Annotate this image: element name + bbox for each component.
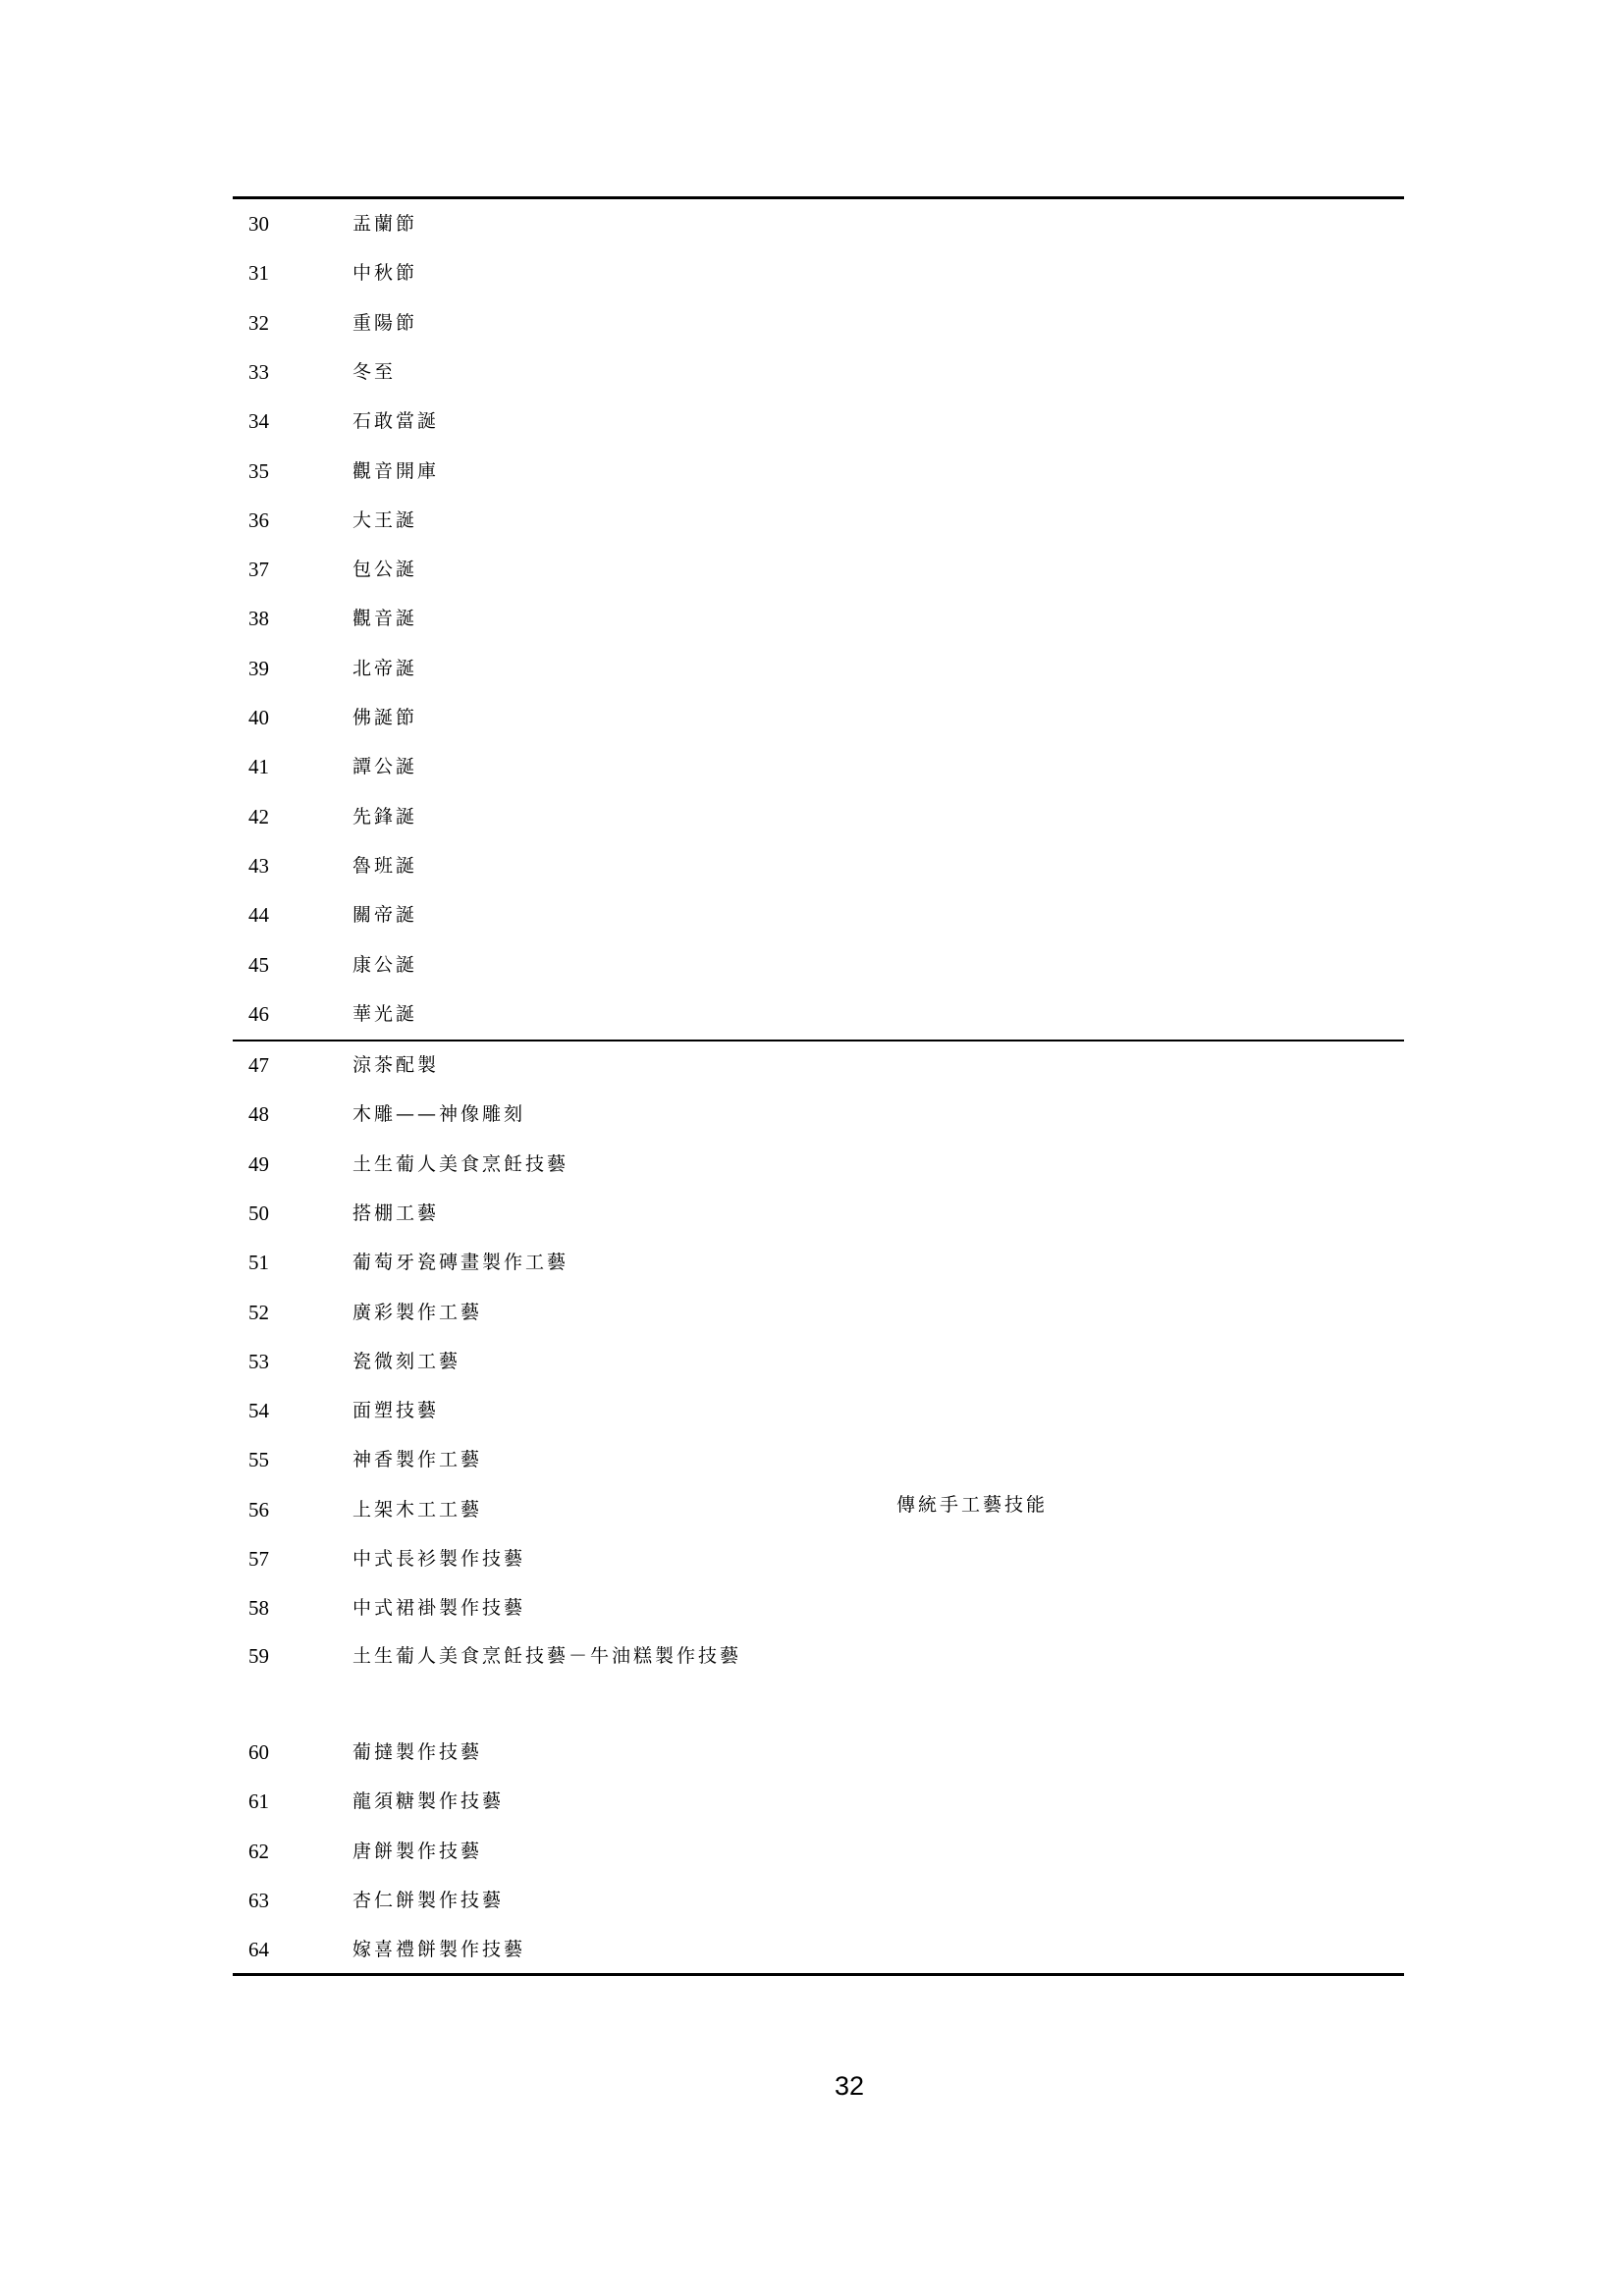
row-item-name: 重陽節 [352, 311, 418, 334]
table-row [233, 1435, 1404, 1484]
row-number: 35 [248, 458, 269, 483]
table-row [233, 347, 1404, 397]
table-row [233, 545, 1404, 594]
row-item-name: 魯班誕 [352, 854, 418, 877]
row-number: 52 [248, 1300, 269, 1324]
table-row [233, 792, 1404, 841]
row-item-name: 北帝誕 [352, 657, 418, 679]
table-row [233, 397, 1404, 446]
table-row [233, 447, 1404, 496]
table-row [233, 1925, 1404, 1974]
row-item-name: 涼茶配製 [352, 1054, 440, 1076]
table-row [233, 594, 1404, 643]
row-number: 40 [248, 706, 269, 729]
row-number: 38 [248, 607, 269, 631]
row-item-name: 葡萄牙瓷磚畫製作工藝 [352, 1252, 569, 1274]
row-item-name: 石敢當誕 [352, 410, 440, 433]
table-row [233, 1337, 1404, 1386]
table-row [233, 298, 1404, 347]
table-row [233, 890, 1404, 939]
table-bottom-rule [233, 1973, 1404, 1976]
table-row [233, 1288, 1404, 1337]
row-item-name: 中式長衫製作技藝 [352, 1548, 526, 1570]
row-item-name: 神香製作工藝 [352, 1449, 483, 1471]
row-number: 48 [248, 1102, 269, 1127]
table-row [233, 1631, 1404, 1681]
table-row [233, 989, 1404, 1039]
row-number: 60 [248, 1740, 269, 1764]
row-item-name: 華光誕 [352, 1002, 418, 1025]
row-number: 53 [248, 1349, 269, 1373]
table-row [233, 1189, 1404, 1238]
row-number: 59 [248, 1644, 269, 1668]
row-item-name: 佛誕節 [352, 707, 418, 728]
row-item-name: 關帝誕 [352, 904, 418, 927]
table-row [233, 1728, 1404, 1777]
row-number: 34 [248, 409, 269, 434]
row-number: 42 [248, 804, 269, 828]
table-row [233, 496, 1404, 545]
row-number: 57 [248, 1547, 269, 1571]
row-number: 41 [248, 755, 269, 779]
table-row [233, 1238, 1404, 1287]
row-item-name: 龍須糖製作技藝 [352, 1790, 505, 1813]
row-number: 30 [248, 212, 269, 236]
row-item-name: 盂蘭節 [352, 213, 418, 235]
row-item-name: 木雕——神像雕刻 [352, 1103, 526, 1126]
table-row [233, 1876, 1404, 1925]
table-row [233, 248, 1404, 297]
row-item-name: 冬至 [352, 360, 397, 383]
row-number: 50 [248, 1201, 269, 1225]
table-row [233, 742, 1404, 791]
row-item-name: 康公誕 [352, 953, 418, 976]
row-item-name: 面塑技藝 [352, 1400, 440, 1422]
row-number: 39 [248, 656, 269, 680]
table-row [233, 1777, 1404, 1826]
table-row [233, 693, 1404, 742]
table-row [233, 644, 1404, 693]
row-number: 43 [248, 853, 269, 878]
row-item-name: 譚公誕 [352, 756, 418, 778]
table-row [233, 1583, 1404, 1632]
row-item-name: 觀音開庫 [352, 459, 440, 482]
table-row [233, 1485, 1404, 1534]
row-number: 36 [248, 507, 269, 532]
row-number: 55 [248, 1448, 269, 1472]
row-item-name: 土生葡人美食烹飪技藝－牛油糕製作技藝 [352, 1645, 742, 1667]
row-number: 31 [248, 261, 269, 286]
row-item-name: 杏仁餅製作技藝 [352, 1889, 505, 1911]
row-item-name: 土生葡人美食烹飪技藝 [352, 1152, 569, 1175]
row-number: 62 [248, 1839, 269, 1863]
row-item-name: 唐餅製作技藝 [352, 1840, 483, 1862]
row-item-name: 葡撻製作技藝 [352, 1741, 483, 1763]
row-number: 33 [248, 359, 269, 384]
row-number: 47 [248, 1053, 269, 1077]
row-item-name: 上架木工工藝 [352, 1498, 483, 1521]
row-number: 56 [248, 1497, 269, 1522]
row-number: 44 [248, 903, 269, 928]
table-row [233, 1827, 1404, 1876]
row-number: 58 [248, 1596, 269, 1621]
table-row [233, 199, 1404, 248]
row-item-name: 嫁喜禮餅製作技藝 [352, 1939, 526, 1961]
row-item-name: 中秋節 [352, 262, 418, 285]
row-number: 45 [248, 952, 269, 977]
table-row [233, 1140, 1404, 1189]
table-row [233, 1090, 1404, 1139]
row-item-name: 先鋒誕 [352, 805, 418, 828]
table-row [233, 841, 1404, 890]
row-number: 46 [248, 1001, 269, 1026]
row-item-name: 觀音誕 [352, 608, 418, 630]
table-row [233, 940, 1404, 989]
table-row [233, 1386, 1404, 1435]
row-number: 51 [248, 1251, 269, 1275]
row-number: 37 [248, 558, 269, 582]
row-item-name: 包公誕 [352, 559, 418, 581]
row-number: 49 [248, 1151, 269, 1176]
page-number: 32 [834, 2071, 865, 2101]
row-item-name: 中式裙褂製作技藝 [352, 1597, 526, 1620]
category-label-crafts: 傳統手工藝技能 [896, 1494, 1049, 1516]
row-item-name: 大王誕 [352, 508, 418, 531]
row-item-name: 瓷微刻工藝 [352, 1350, 461, 1372]
row-number: 61 [248, 1789, 269, 1814]
row-item-name: 廣彩製作工藝 [352, 1301, 483, 1323]
row-number: 64 [248, 1938, 269, 1962]
row-number: 32 [248, 310, 269, 335]
table-row [233, 1041, 1404, 1090]
row-number: 63 [248, 1888, 269, 1912]
row-item-name: 搭棚工藝 [352, 1201, 440, 1224]
table-row [233, 1534, 1404, 1583]
row-number: 54 [248, 1399, 269, 1423]
